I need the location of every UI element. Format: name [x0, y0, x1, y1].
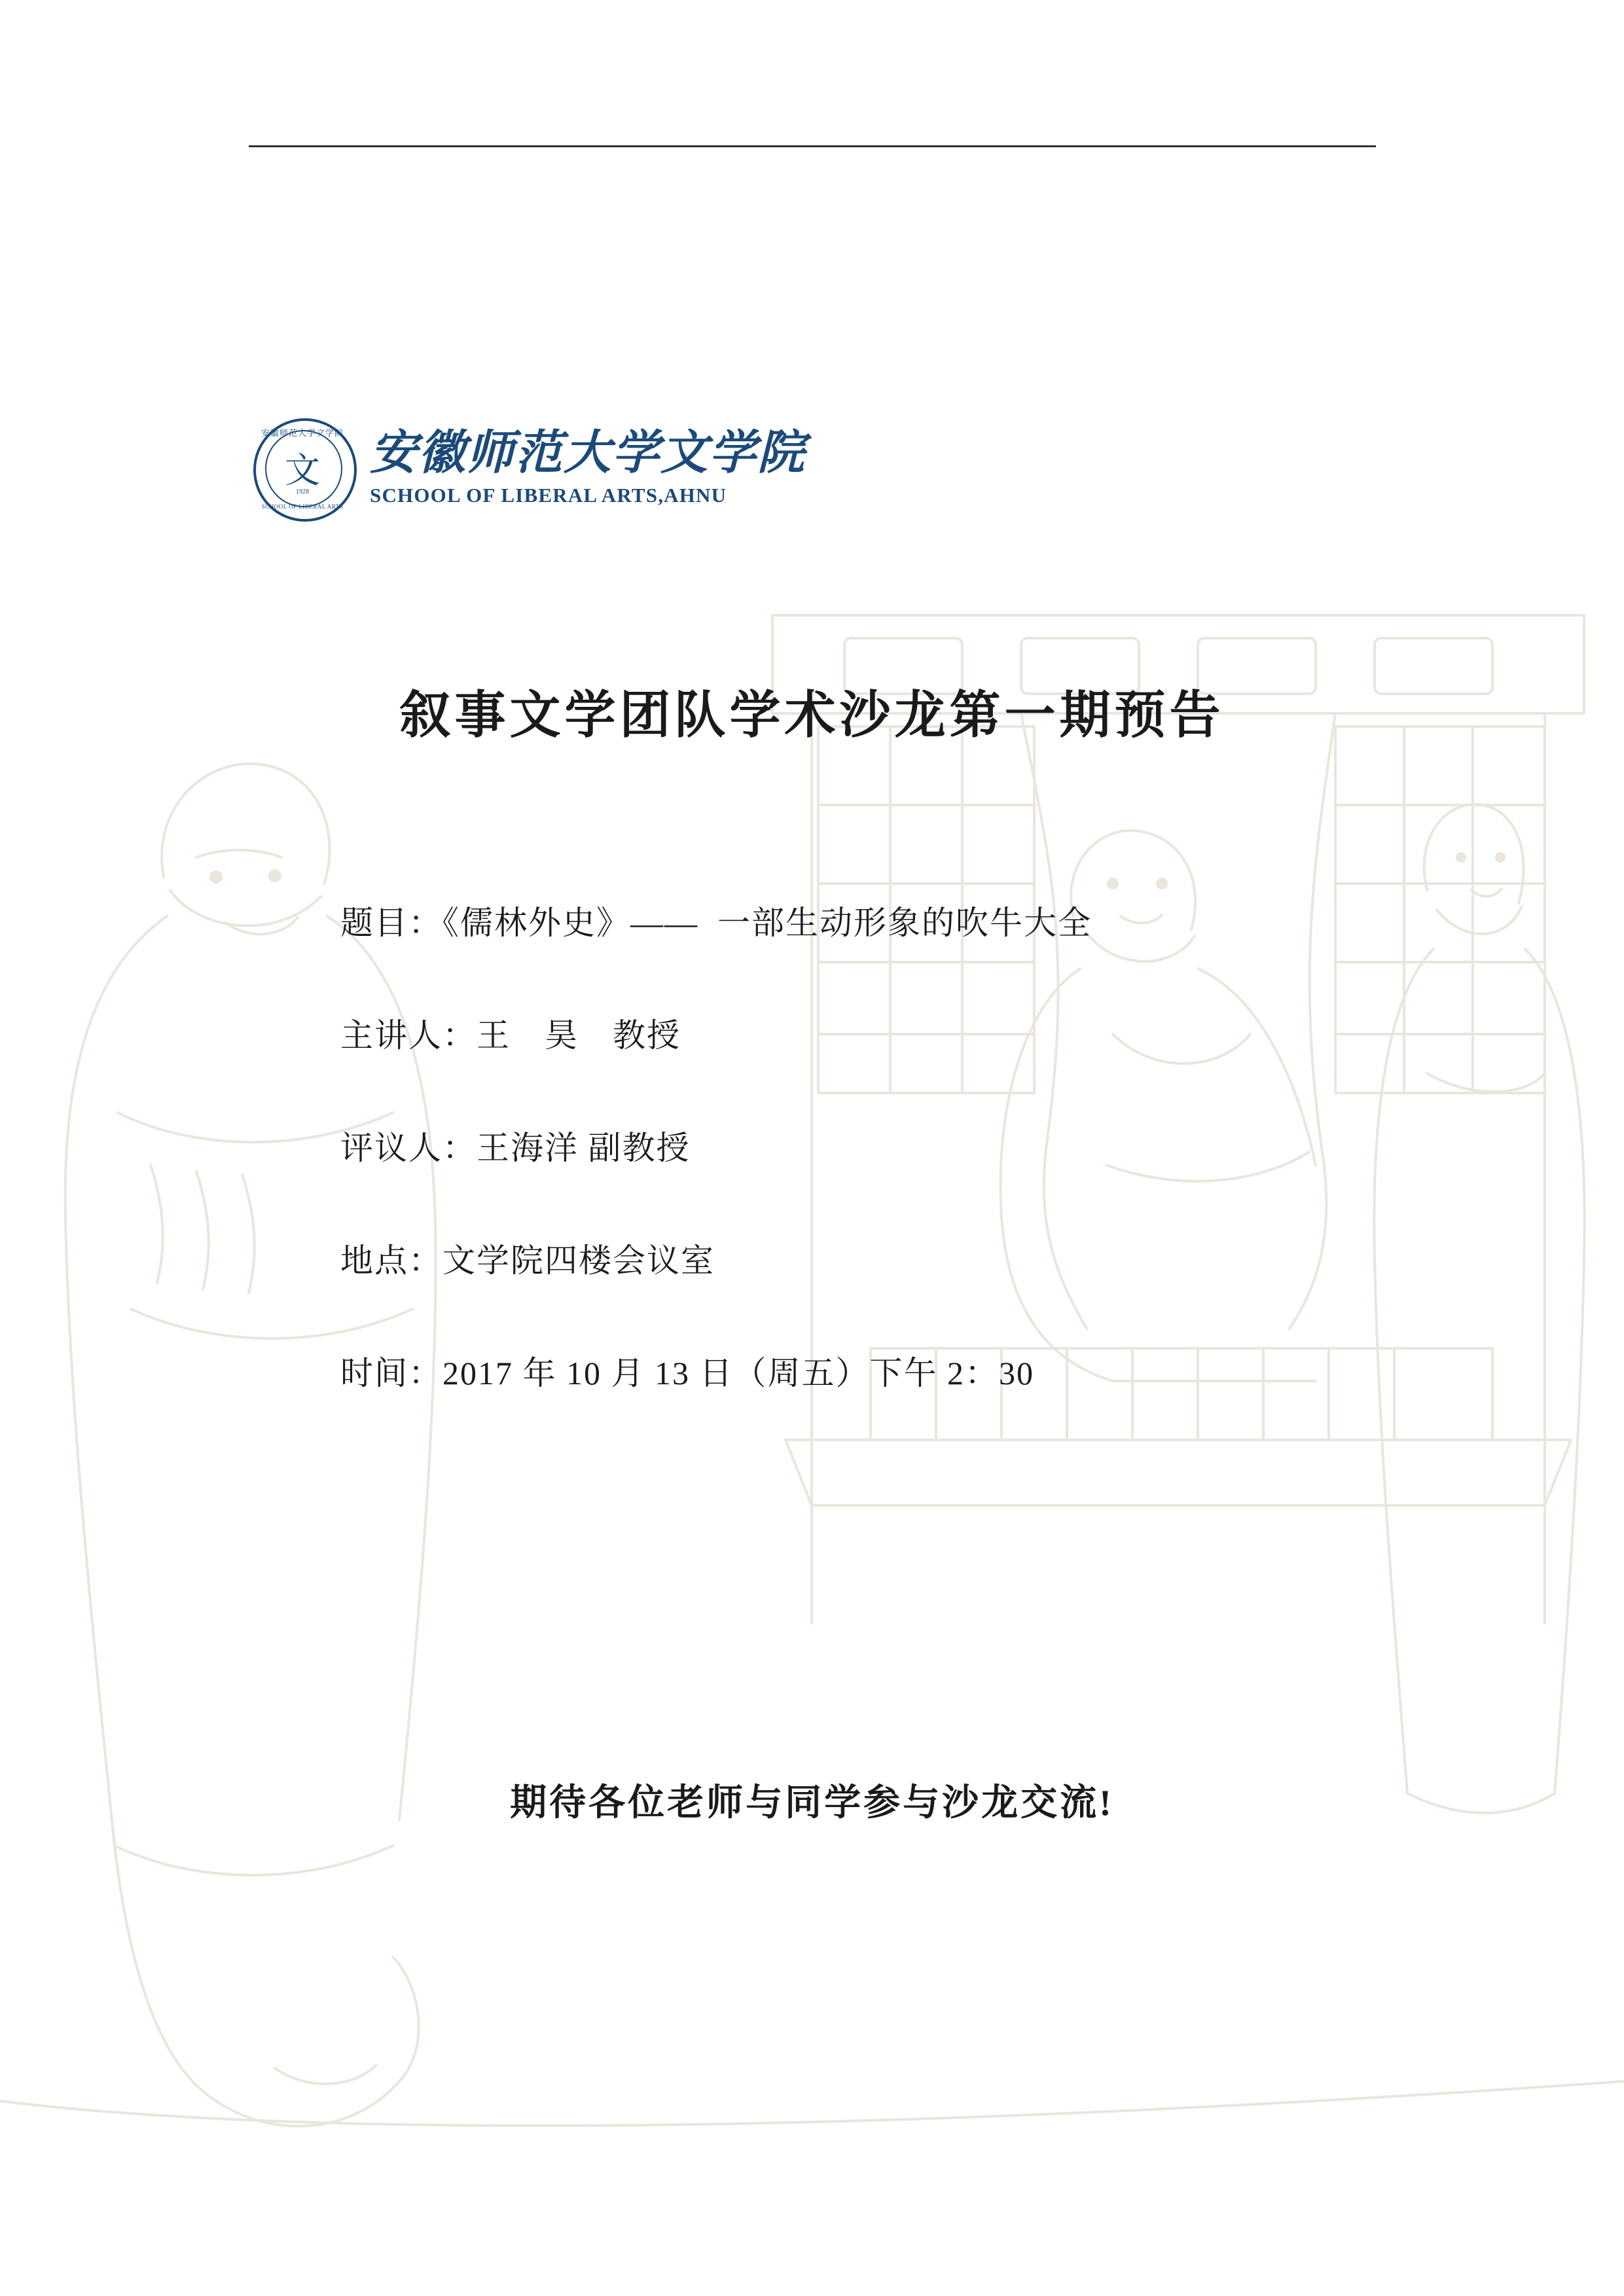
university-seal-icon: [251, 416, 355, 520]
detail-topic: 题目：《儒林外史》—— 一部生动形象的吹牛大全: [340, 905, 1092, 941]
page-title: 叙事文学团队学术沙龙第一期预告: [399, 687, 1225, 744]
seal-year: 1928: [296, 488, 309, 495]
institution-name-cn: 安徽师范大学文学院: [370, 427, 806, 480]
detail-location: 地点：文学院四楼会议室: [340, 1242, 715, 1279]
seal-bottom-text: SCHOOL OF LIBERAL ARTS: [261, 503, 344, 510]
seal-character: 文: [285, 450, 320, 490]
event-details: [340, 897, 1388, 1460]
detail-commentator: 评议人：王海洋 副教授: [340, 1130, 691, 1166]
institution-logo: [251, 406, 945, 530]
logo-wordmark: [370, 429, 806, 507]
detail-time: 时间：2017 年 10 月 13 日（周五）下午 2：30: [340, 1355, 1034, 1391]
detail-speaker: 主讲人：王 昊 教授: [340, 1017, 681, 1054]
header-rule: [249, 145, 1376, 147]
seal-top-text: 安徽师范大学文学院: [261, 428, 344, 438]
closing-invitation: 期待各位老师与同学参与沙龙交流!: [510, 1783, 1114, 1823]
institution-name-en: SCHOOL OF LIBERAL ARTS,AHNU: [370, 483, 727, 507]
